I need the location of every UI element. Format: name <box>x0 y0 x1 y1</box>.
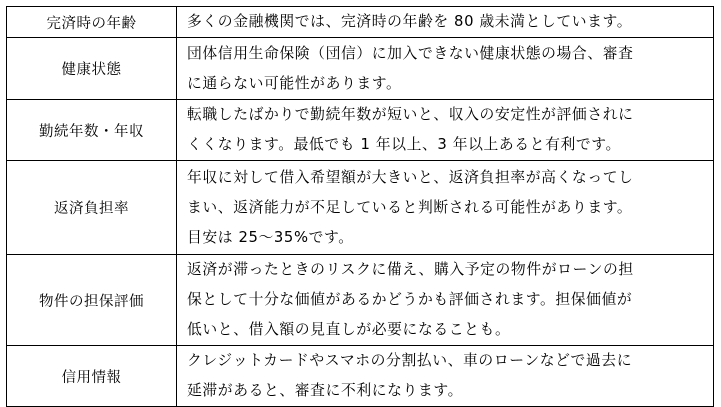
description-line: 団体信用生命保険（団信）に加入できない健康状態の場合、審査 <box>187 44 634 62</box>
description-line: 転職したばかりで勤続年数が短いと、収入の安定性が評価されに <box>187 106 634 123</box>
description-line: くくなります。最低でも 1 年以上、3 年以上あると有利です。 <box>187 136 621 153</box>
description-line: 保として十分な価値があるかどうかも評価されます。担保価値が <box>187 291 633 308</box>
row-label: 健康状態 <box>7 38 177 100</box>
table-row <box>7 346 714 407</box>
screening-criteria-table <box>6 6 714 407</box>
table-row <box>7 7 714 38</box>
row-description <box>177 346 714 407</box>
row-label: 勤続年数・年収 <box>7 100 177 161</box>
description-line: 延滞があると、審査に不利になります。 <box>187 382 463 399</box>
description-line: 返済が滞ったときのリスクに備え、購入予定の物件がローンの担 <box>187 261 634 278</box>
row-description <box>177 255 714 346</box>
row-description <box>177 38 714 100</box>
row-description <box>177 100 714 161</box>
table-row <box>7 255 714 346</box>
row-description <box>177 7 714 38</box>
row-label: 完済時の年齢 <box>7 7 177 38</box>
description-line: クレジットカードやスマホの分割払い、車のローンなどで過去に <box>187 352 633 369</box>
description-line: 低いと、借入額の見直しが必要になることも。 <box>187 321 511 338</box>
description-line: に通らない可能性があります。 <box>187 74 402 92</box>
description-line: 多くの金融機関では、完済時の年齢を 80 歳未満としています。 <box>187 13 633 30</box>
row-description <box>177 161 714 255</box>
row-label: 物件の担保評価 <box>7 255 177 346</box>
description-line: 年収に対して借入希望額が大きいと、返済負担率が高くなってし <box>187 168 634 186</box>
description-line: 目安は 25〜35%です。 <box>187 228 354 246</box>
table-row <box>7 38 714 100</box>
row-label: 返済負担率 <box>7 161 177 255</box>
table-row <box>7 161 714 255</box>
table-row <box>7 100 714 161</box>
row-label: 信用情報 <box>7 346 177 407</box>
description-line: まい、返済能力が不足していると判断される可能性があります。 <box>187 198 633 216</box>
